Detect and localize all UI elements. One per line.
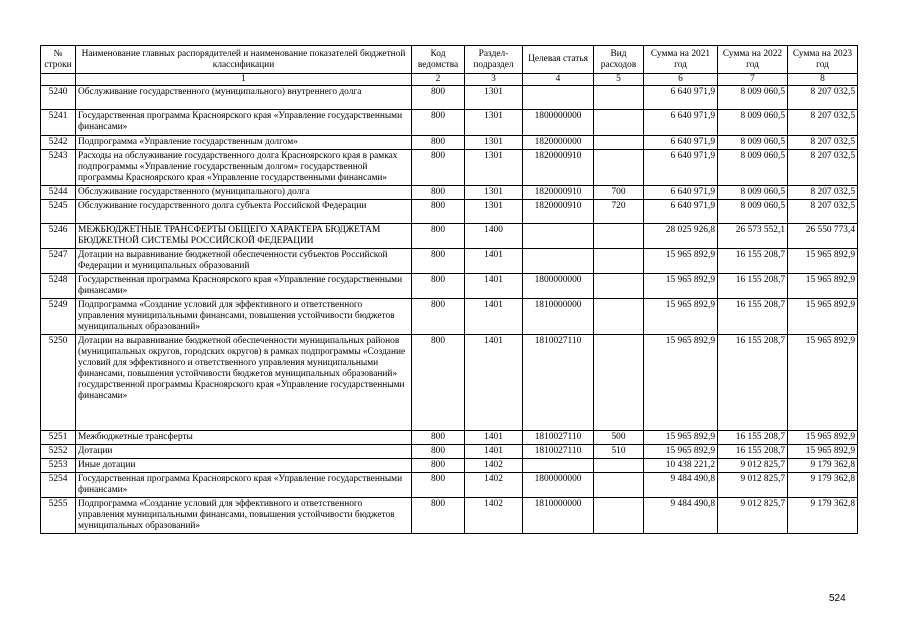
row-sum-2022: 8 009 060,5 [718, 136, 788, 150]
row-expense-type: 720 [594, 200, 644, 224]
header-section: Раздел-подраздел [465, 46, 523, 74]
row-dept-code: 800 [412, 186, 465, 200]
row-sum-2022: 16 155 208,7 [718, 274, 788, 299]
row-sum-2021: 6 640 971,9 [644, 150, 718, 186]
row-sum-2021: 15 965 892,9 [644, 274, 718, 299]
row-dept-code: 800 [412, 274, 465, 299]
row-section: 1402 [465, 498, 523, 534]
row-section: 1301 [465, 186, 523, 200]
row-sum-2022: 8 009 060,5 [718, 86, 788, 110]
row-expense-type [594, 136, 644, 150]
table-row [41, 445, 858, 459]
row-dept-code: 800 [412, 150, 465, 186]
row-section: 1301 [465, 86, 523, 110]
row-dept-code: 800 [412, 249, 465, 274]
row-sum-2021: 10 438 221,2 [644, 459, 718, 473]
row-expense-type [594, 224, 644, 249]
row-name: Иные дотации [76, 459, 412, 473]
row-number: 5244 [41, 186, 76, 200]
table-row [41, 431, 858, 445]
row-sum-2023: 15 965 892,9 [788, 445, 858, 459]
row-number: 5242 [41, 136, 76, 150]
row-target: 1800000000 [523, 274, 594, 299]
row-sum-2021: 28 025 926,8 [644, 224, 718, 249]
row-expense-type [594, 110, 644, 136]
row-sum-2022: 16 155 208,7 [718, 299, 788, 335]
header-target: Целевая статья [523, 46, 594, 74]
row-target: 1820000910 [523, 200, 594, 224]
column-number-row [41, 74, 858, 86]
row-sum-2023: 8 207 032,5 [788, 110, 858, 136]
row-dept-code: 800 [412, 200, 465, 224]
row-target: 1810027110 [523, 445, 594, 459]
header-sum-2022: Сумма на 2022 год [718, 46, 788, 74]
row-number: 5243 [41, 150, 76, 186]
row-name: Дотации на выравнивание бюджетной обеспеченности муниципальных районов (муниципальных округов, городских округов) в рамках подпрограммы «Создание условий для эффективного и ответственного управления муниципальными финансами, повышения устойчивости бюджетов муниципальных образований» государственной программы Красноярского края «Управление государственными финансами» [76, 335, 412, 431]
row-expense-type [594, 299, 644, 335]
row-sum-2021: 15 965 892,9 [644, 445, 718, 459]
row-sum-2021: 6 640 971,9 [644, 86, 718, 110]
row-section: 1402 [465, 459, 523, 473]
row-sum-2021: 6 640 971,9 [644, 136, 718, 150]
column-number: 5 [594, 74, 644, 86]
row-sum-2021: 15 965 892,9 [644, 299, 718, 335]
row-target: 1810027110 [523, 335, 594, 431]
page-number: 524 [829, 593, 846, 604]
header-expense-type: Вид расходов [594, 46, 644, 74]
row-section: 1301 [465, 136, 523, 150]
table-row [41, 335, 858, 431]
row-target [523, 86, 594, 110]
row-section: 1301 [465, 150, 523, 186]
row-sum-2022: 16 155 208,7 [718, 249, 788, 274]
table-row [41, 186, 858, 200]
column-number: 3 [465, 74, 523, 86]
row-sum-2021: 15 965 892,9 [644, 249, 718, 274]
row-expense-type [594, 459, 644, 473]
row-sum-2022: 16 155 208,7 [718, 445, 788, 459]
row-sum-2021: 15 965 892,9 [644, 431, 718, 445]
row-sum-2021: 9 484 490,8 [644, 473, 718, 498]
row-name: Подпрограмма «Управление государственным долгом» [76, 136, 412, 150]
row-target [523, 249, 594, 274]
row-section: 1401 [465, 299, 523, 335]
row-sum-2022: 8 009 060,5 [718, 200, 788, 224]
row-name: Дотации на выравнивание бюджетной обеспеченности субъектов Российской Федерации и муниципальных образований [76, 249, 412, 274]
row-name: Подпрограмма «Создание условий для эффективного и ответственного управления муниципальными финансами, повышения устойчивости бюджетов муниципальных образований» [76, 498, 412, 534]
row-expense-type [594, 498, 644, 534]
row-sum-2021: 6 640 971,9 [644, 200, 718, 224]
row-expense-type [594, 86, 644, 110]
column-number: 7 [718, 74, 788, 86]
row-section: 1400 [465, 224, 523, 249]
row-sum-2023: 8 207 032,5 [788, 150, 858, 186]
row-sum-2022: 8 009 060,5 [718, 150, 788, 186]
row-sum-2021: 6 640 971,9 [644, 110, 718, 136]
table-row [41, 86, 858, 110]
budget-table [40, 45, 858, 534]
row-name: Государственная программа Красноярского края «Управление государственными финансами» [76, 473, 412, 498]
row-sum-2022: 9 012 825,7 [718, 459, 788, 473]
row-section: 1401 [465, 274, 523, 299]
row-target: 1820000000 [523, 136, 594, 150]
column-number: 4 [523, 74, 594, 86]
row-sum-2023: 15 965 892,9 [788, 249, 858, 274]
table-row [41, 249, 858, 274]
row-sum-2023: 8 207 032,5 [788, 86, 858, 110]
row-target: 1810000000 [523, 498, 594, 534]
row-name: Обслуживание государственного долга субъекта Российской Федерации [76, 200, 412, 224]
row-number: 5246 [41, 224, 76, 249]
table-row [41, 200, 858, 224]
row-section: 1401 [465, 431, 523, 445]
row-dept-code: 800 [412, 110, 465, 136]
row-number: 5250 [41, 335, 76, 431]
row-sum-2023: 8 207 032,5 [788, 200, 858, 224]
row-sum-2022: 8 009 060,5 [718, 186, 788, 200]
row-sum-2023: 15 965 892,9 [788, 299, 858, 335]
row-expense-type [594, 335, 644, 431]
row-name: Обслуживание государственного (муниципального) долга [76, 186, 412, 200]
row-target: 1800000000 [523, 473, 594, 498]
column-number: 2 [412, 74, 465, 86]
table-row [41, 498, 858, 534]
table-row [41, 150, 858, 186]
row-name: Дотации [76, 445, 412, 459]
row-name: Обслуживание государственного (муниципального) внутреннего долга [76, 86, 412, 110]
row-sum-2021: 9 484 490,8 [644, 498, 718, 534]
row-dept-code: 800 [412, 498, 465, 534]
table-header [41, 46, 858, 86]
row-expense-type [594, 150, 644, 186]
table-row [41, 459, 858, 473]
row-sum-2022: 8 009 060,5 [718, 110, 788, 136]
row-dept-code: 800 [412, 431, 465, 445]
row-target: 1820000910 [523, 150, 594, 186]
row-expense-type [594, 249, 644, 274]
row-target: 1820000910 [523, 186, 594, 200]
row-dept-code: 800 [412, 136, 465, 150]
row-section: 1401 [465, 249, 523, 274]
table-row [41, 473, 858, 498]
row-number: 5251 [41, 431, 76, 445]
row-target: 1800000000 [523, 110, 594, 136]
row-section: 1301 [465, 110, 523, 136]
row-number: 5245 [41, 200, 76, 224]
row-sum-2022: 9 012 825,7 [718, 473, 788, 498]
row-dept-code: 800 [412, 299, 465, 335]
row-sum-2023: 9 179 362,8 [788, 473, 858, 498]
row-name: Подпрограмма «Создание условий для эффективного и ответственного управления муниципальными финансами, повышения устойчивости бюджетов муниципальных образований» [76, 299, 412, 335]
row-dept-code: 800 [412, 224, 465, 249]
row-target: 1810000000 [523, 299, 594, 335]
row-sum-2022: 16 155 208,7 [718, 335, 788, 431]
row-sum-2023: 9 179 362,8 [788, 459, 858, 473]
row-expense-type: 500 [594, 431, 644, 445]
row-sum-2023: 15 965 892,9 [788, 335, 858, 431]
header-sum-2021: Сумма на 2021 год [644, 46, 718, 74]
row-expense-type: 510 [594, 445, 644, 459]
header-dept-code: Код ведомства [412, 46, 465, 74]
row-number: 5247 [41, 249, 76, 274]
row-number: 5254 [41, 473, 76, 498]
row-target [523, 459, 594, 473]
table-row [41, 274, 858, 299]
table-row [41, 136, 858, 150]
row-number: 5241 [41, 110, 76, 136]
header-row-no: № строки [41, 46, 76, 74]
header-sum-2023: Сумма на 2023 год [788, 46, 858, 74]
row-name: Межбюджетные трансферты [76, 431, 412, 445]
row-sum-2023: 8 207 032,5 [788, 186, 858, 200]
column-number: 6 [644, 74, 718, 86]
row-dept-code: 800 [412, 335, 465, 431]
row-target: 1810027110 [523, 431, 594, 445]
header-name: Наименование главных распорядителей и наименование показателей бюджетной классификации [76, 46, 412, 74]
row-name: Государственная программа Красноярского края «Управление государственными финансами» [76, 110, 412, 136]
row-section: 1401 [465, 445, 523, 459]
row-sum-2022: 9 012 825,7 [718, 498, 788, 534]
table-row [41, 110, 858, 136]
row-expense-type [594, 473, 644, 498]
row-sum-2021: 15 965 892,9 [644, 335, 718, 431]
row-target [523, 224, 594, 249]
table-row [41, 224, 858, 249]
row-dept-code: 800 [412, 473, 465, 498]
row-sum-2023: 9 179 362,8 [788, 498, 858, 534]
column-number: 8 [788, 74, 858, 86]
row-section: 1301 [465, 200, 523, 224]
row-section: 1401 [465, 335, 523, 431]
row-number: 5253 [41, 459, 76, 473]
row-name: Государственная программа Красноярского края «Управление государственными финансами» [76, 274, 412, 299]
row-sum-2022: 26 573 552,1 [718, 224, 788, 249]
table-body [41, 86, 858, 534]
row-number: 5255 [41, 498, 76, 534]
row-section: 1402 [465, 473, 523, 498]
row-dept-code: 800 [412, 459, 465, 473]
row-sum-2022: 16 155 208,7 [718, 431, 788, 445]
row-sum-2023: 15 965 892,9 [788, 274, 858, 299]
row-name: МЕЖБЮДЖЕТНЫЕ ТРАНСФЕРТЫ ОБЩЕГО ХАРАКТЕРА БЮДЖЕТАМ БЮДЖЕТНОЙ СИСТЕМЫ РОССИЙСКОЙ ФЕДЕРАЦИИ [76, 224, 412, 249]
column-number: 1 [76, 74, 412, 86]
row-expense-type: 700 [594, 186, 644, 200]
row-expense-type [594, 274, 644, 299]
row-number: 5248 [41, 274, 76, 299]
row-dept-code: 800 [412, 445, 465, 459]
row-sum-2021: 6 640 971,9 [644, 186, 718, 200]
table-row [41, 299, 858, 335]
row-dept-code: 800 [412, 86, 465, 110]
row-sum-2023: 26 550 773,4 [788, 224, 858, 249]
row-sum-2023: 8 207 032,5 [788, 136, 858, 150]
row-number: 5252 [41, 445, 76, 459]
column-number-placeholder [41, 74, 76, 86]
row-name: Расходы на обслуживание государственного долга Красноярского края в рамках подпрограммы «Управление государственным долгом» государственной программы Красноярского края «Управление государственными финансами» [76, 150, 412, 186]
row-number: 5240 [41, 86, 76, 110]
row-number: 5249 [41, 299, 76, 335]
row-sum-2023: 15 965 892,9 [788, 431, 858, 445]
